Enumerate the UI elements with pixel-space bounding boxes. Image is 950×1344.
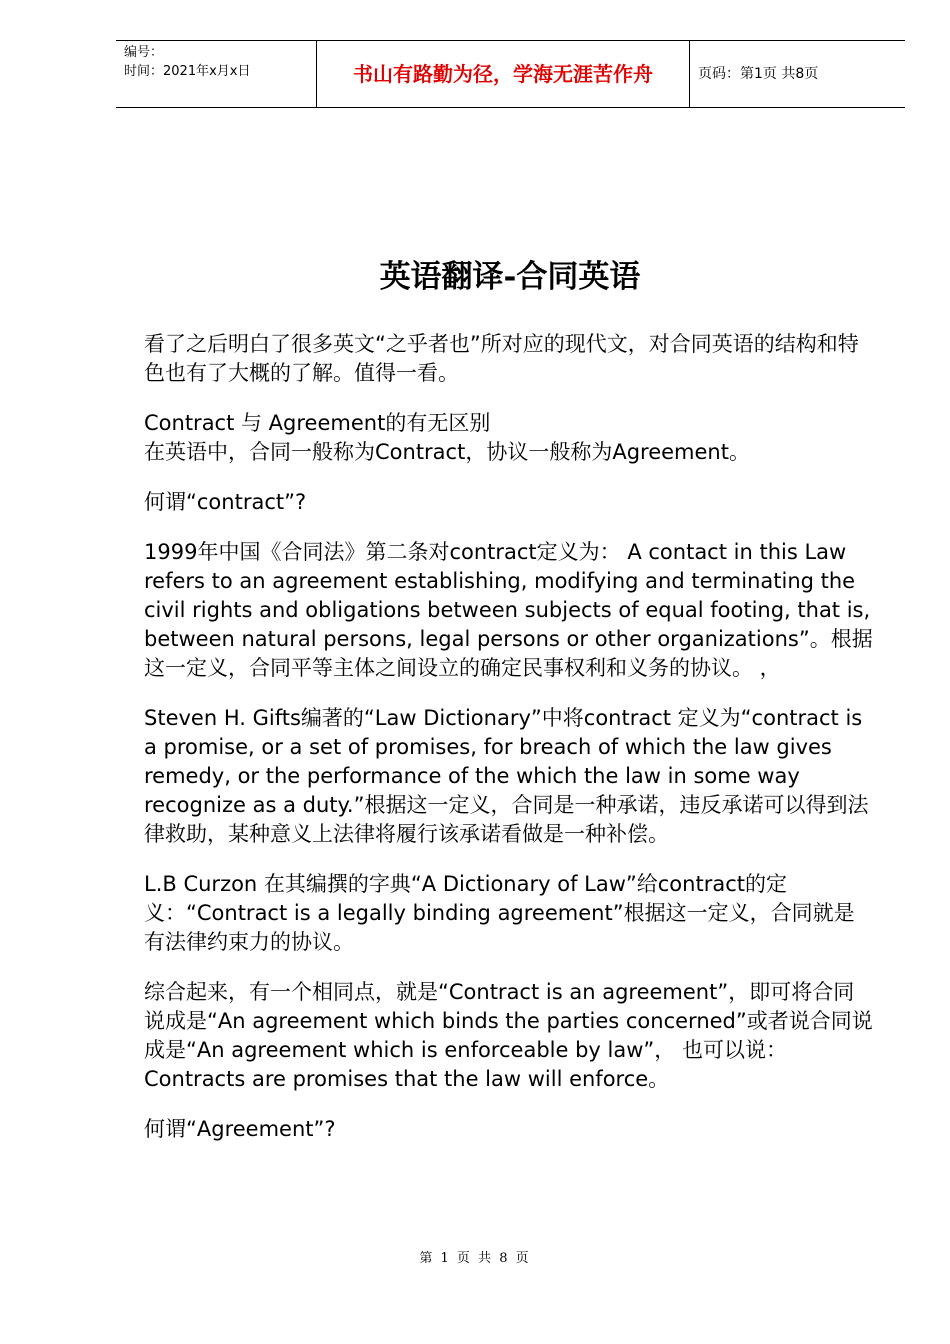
paragraph-contract-law-definition: 1999年中国《合同法》第二条对contract定义为： A contact in this Law refers to an agreement establishing, modifying and terminating the civil rights and obligations between subjects of equal footing, that is, between natural persons, legal persons or other organizations”。根据这一定义，合同平等主体之间设立的确定民事权利和义务的协议。 ， xyxy=(144,540,873,680)
section-heading-what-is-agreement: 何谓“Agreement”? xyxy=(144,1117,336,1141)
page-footer: 第 1 页 共 8 页 xyxy=(419,1251,531,1266)
paragraph-summary: 综合起来，有一个相同点，就是“Contract is an agreement”，即可将合同说成是“An agreement which binds the parties concerned”或者说合同说成是“An agreement which is enforceable by law”， 也可以说：Contracts are promises that the law will enforce。 xyxy=(144,980,873,1091)
intro-paragraph: 看了之后明白了很多英文“之乎者也”所对应的现代文，对合同英语的结构和特色也有了大概的了解。值得一看。 xyxy=(144,332,859,385)
time-label: 时间：2021年x月x日 xyxy=(124,64,251,79)
section-heading-contract-vs-agreement: Contract 与 Agreement的有无区别 xyxy=(144,411,491,435)
section-heading-what-is-contract: 何谓“contract”? xyxy=(144,490,307,514)
page-header xyxy=(116,40,905,108)
paragraph-gifts-definition: Steven H. Gifts编著的“Law Dictionary”中将contract 定义为“contract is a promise, or a set of promises, for breach of which the law gives remedy, or the performance of the which the law in some way recognize as a duty.”根据这一定义，合同是一种承诺，违反承诺可以得到法律救助，某种意义上法律将履行该承诺看做是一种补偿。 xyxy=(144,706,869,846)
paragraph-curzon-definition: L.B Curzon 在其编撰的字典“A Dictionary of Law”给contract的定义：“Contract is a legally binding agreement”根据这一定义，合同就是有法律约束力的协议。 xyxy=(144,872,855,954)
header-meta xyxy=(116,41,316,107)
header-page-info: 页码：第1页 共8页 xyxy=(698,66,819,82)
header-motto: 书山有路勤为径，学海无涯苦作舟 xyxy=(316,41,690,107)
document-title: 英语翻译-合同英语 xyxy=(379,259,641,295)
document-body xyxy=(144,330,874,1165)
paragraph-contract-agreement-terms: 在英语中，合同一般称为Contract，协议一般称为Agreement。 xyxy=(144,440,750,464)
serial-label: 编号： xyxy=(124,45,164,60)
